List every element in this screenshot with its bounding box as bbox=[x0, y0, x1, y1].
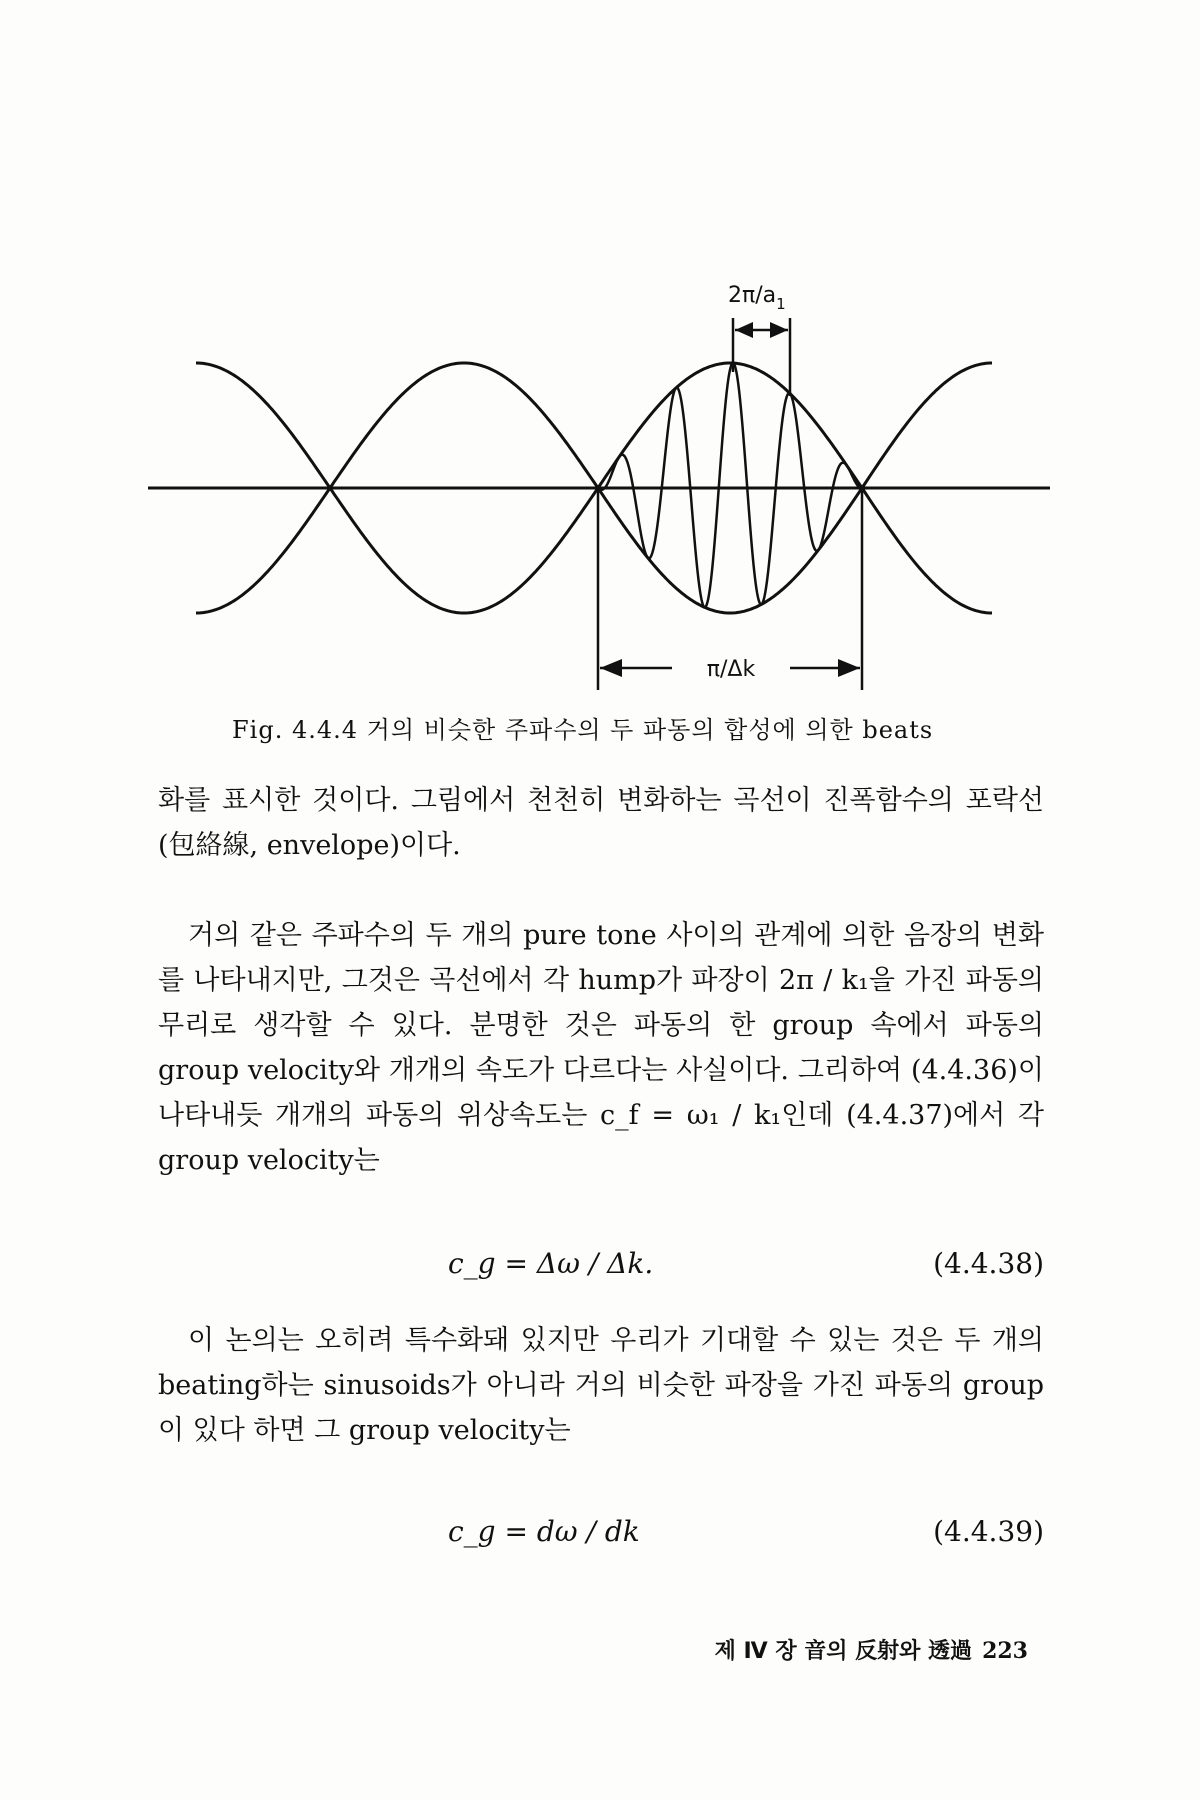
figure-caption: Fig. 4.4.4 거의 비슷한 주파수의 두 파동의 합성에 의한 beats bbox=[232, 716, 934, 744]
arrowhead-bottom-right bbox=[838, 659, 860, 677]
carrier-wave bbox=[598, 363, 862, 607]
equation-expression: c_g = dω / dk bbox=[448, 1515, 640, 1548]
equation-4-4-38 bbox=[158, 1247, 1044, 1291]
equation-4-4-39 bbox=[158, 1515, 1044, 1559]
paragraph-3: 이 논의는 오히려 특수화돼 있지만 우리가 기대할 수 있는 것은 두 개의 beating하는 sinusoids가 아니라 거의 비슷한 파장을 가진 파동의 group이 있다 하면 그 group velocity는 bbox=[158, 1325, 1044, 1446]
label-pi-over-delta-k: π/Δk bbox=[706, 657, 756, 682]
paragraph-1: 화를 표시한 것이다. 그림에서 천천히 변화하는 곡선이 진폭함수의 포락선(包絡線, envelope)이다. bbox=[158, 785, 1044, 861]
beats-figure bbox=[0, 0, 1200, 700]
equation-number: (4.4.39) bbox=[933, 1515, 1044, 1548]
paragraph-2: 거의 같은 주파수의 두 개의 pure tone 사이의 관계에 의한 음장의 변화를 나타내지만, 그것은 곡선에서 각 hump가 파장이 2π / k₁을 가진 파동의 무리로 생각할 수 있다. 분명한 것은 파동의 한 group 속에서 파동의 group velocity와 개개의 속도가 다르다는 사실이다. 그리하여 (4.4.36)이 나타내듯 개개의 파동의 위상속도는 c_f = ω₁ / k₁인데 (4.4.37)에서 각 group velocity는 bbox=[158, 920, 1044, 1176]
equation-number: (4.4.38) bbox=[933, 1247, 1044, 1280]
label-2pi-over-a1: $2\pi/a_1$ bbox=[728, 283, 786, 313]
arrowhead-bottom-left bbox=[600, 659, 622, 677]
label-2pi-over-a1-subscript: 1 bbox=[776, 295, 786, 313]
page-footer bbox=[715, 1634, 1028, 1665]
arrowhead-top-left bbox=[735, 322, 753, 338]
page-number: 223 bbox=[982, 1638, 1028, 1664]
running-head: 제 Ⅳ 장 音의 反射와 透過 bbox=[714, 1639, 973, 1664]
equation-expression: c_g = Δω / Δk. bbox=[448, 1247, 654, 1280]
arrowhead-top-right bbox=[770, 322, 788, 338]
